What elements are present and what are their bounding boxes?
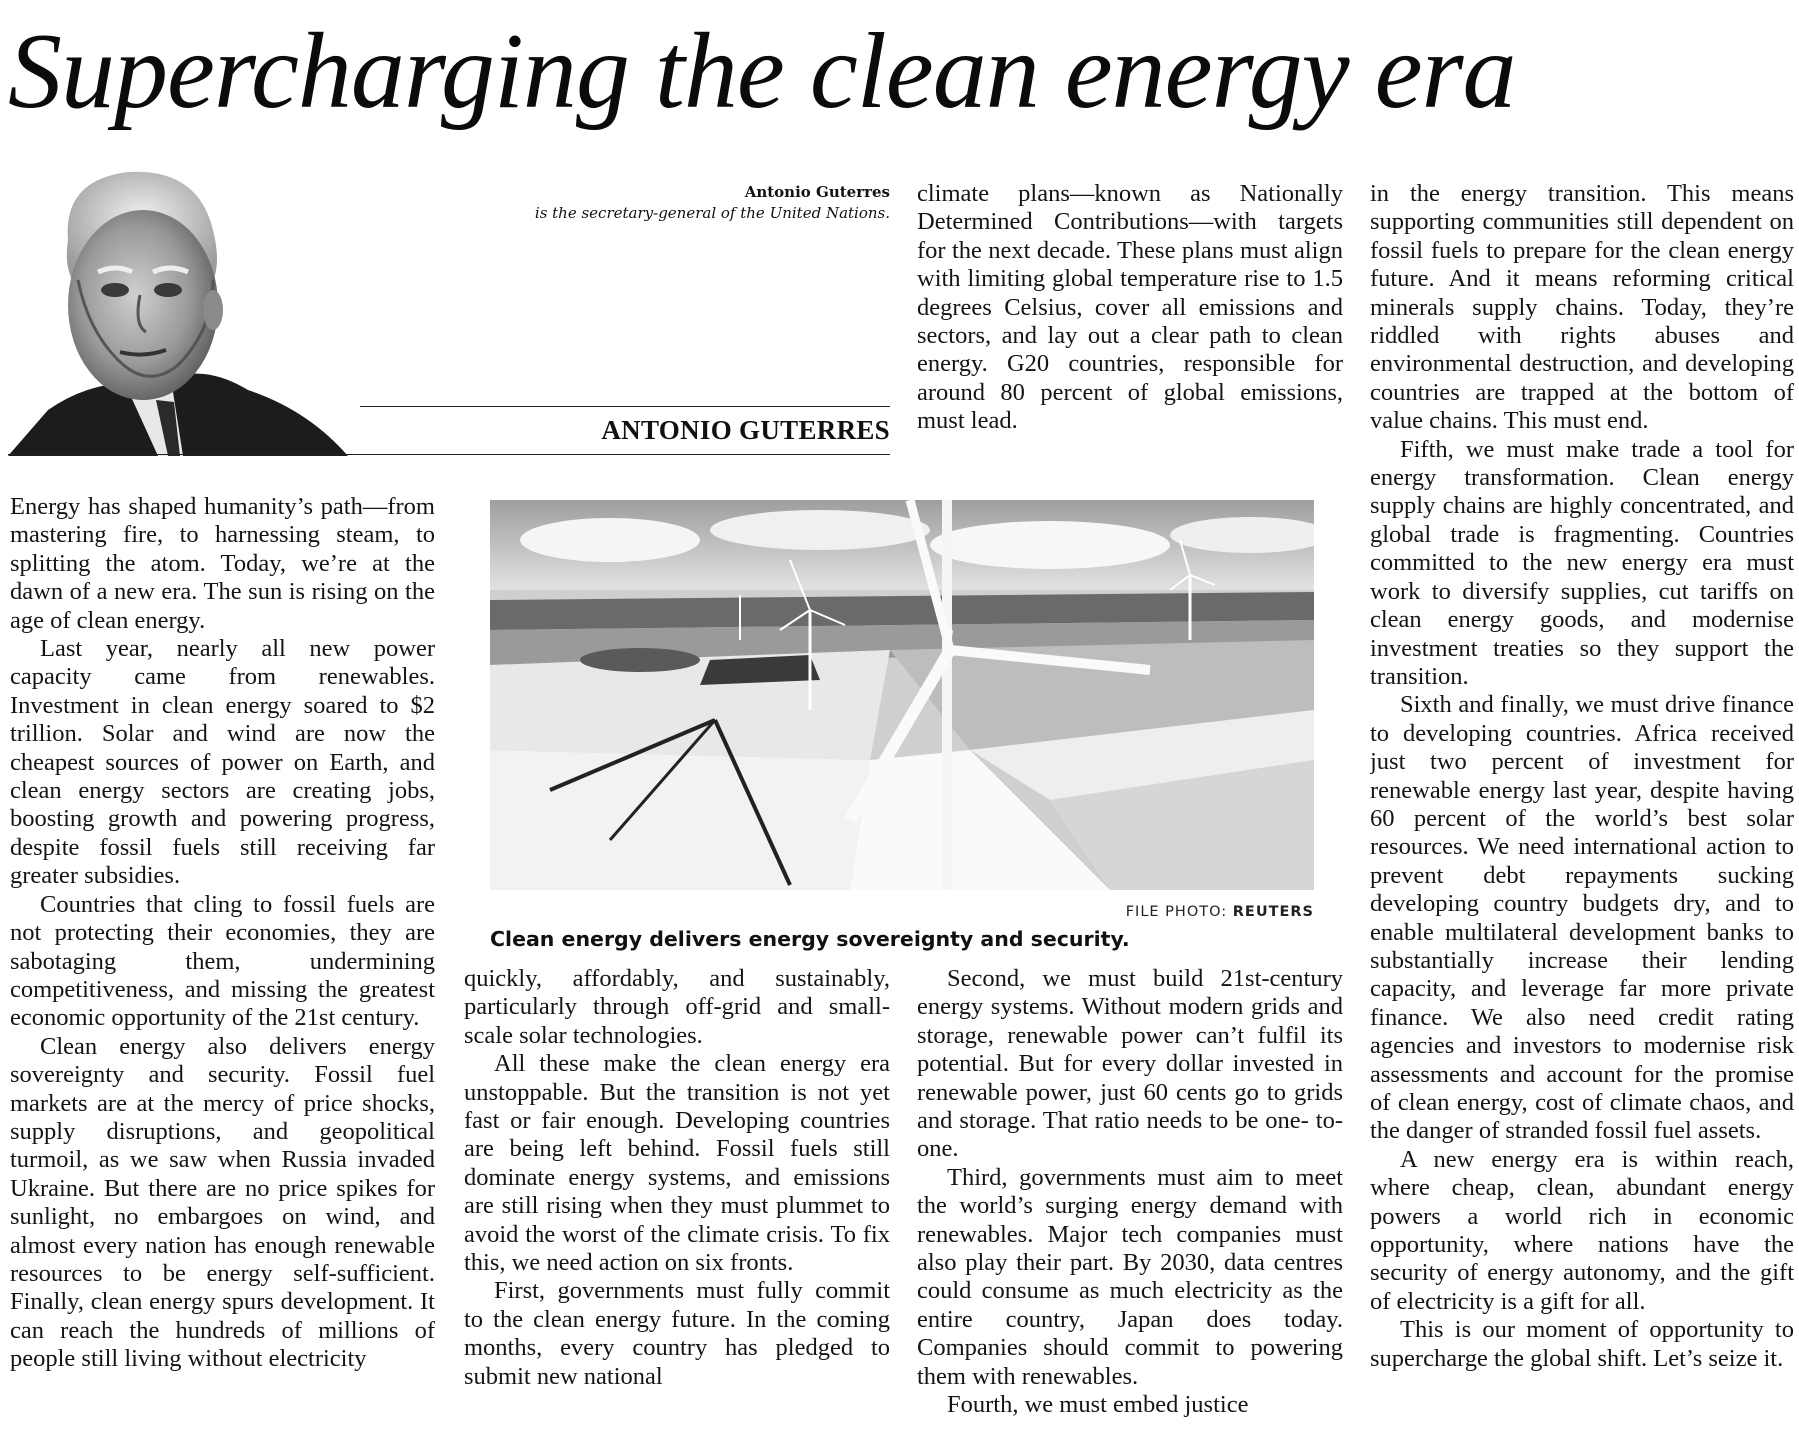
photo-credit: [900, 904, 1314, 920]
paragraph: Clean energy also delivers energy sovereignty and security. Fossil fuel markets are at the mercy of price shocks, supply disruptions, and geopolitical turmoil, as we saw when Russia invaded Ukraine. But there are no price spikes for sunlight, no embargoes on wind, and almost every nation has enough renewable resources to be energy self-sufficient. Finally, clean energy spurs development. It can reach the hundreds of millions of people still living without electricity: [10, 1032, 435, 1373]
photo-credit-prefix: FILE PHOTO:: [1125, 904, 1228, 920]
wind-turbine-photo: [490, 500, 1314, 890]
paragraph: First, governments must fully commit to the clean energy future. In the coming months, every country has pledged to submit new national: [464, 1277, 890, 1390]
author-portrait: [8, 160, 388, 456]
paragraph: Energy has shaped humanity’s path—from mastering fire, to harnessing steam, to splitting the atom. Today, we’re at the dawn of a new era. The sun is rising on the age of clean energy.: [10, 493, 435, 634]
paragraph: All these make the clean energy era unstoppable. But the transition is not yet fast or fair enough. Developing countries are being left behind. Fossil fuels still dominate energy systems, and emissions are still rising when they must plummet to avoid the worst of the climate crisis. To fix this, we need action on six fronts.: [464, 1050, 890, 1277]
paragraph: Fourth, we must embed justice: [947, 1391, 1249, 1419]
photo-caption: Clean energy delivers energy sovereignty and security.: [490, 927, 1130, 951]
paragraph: Third, governments must aim to meet the world’s surging energy demand with renewables. Major tech companies must also play their part. By 2030, data centres could consume as much electricity as the entire country, Japan does today. Companies should commit to powering them with renewables.: [917, 1163, 1343, 1390]
divider: [360, 406, 890, 407]
paragraph: in the energy transition. This means supporting communities still dependent on fossil fuels to prepare for the clean energy future. And it means reforming critical minerals supply chains. Today, they’re riddled with rights abuses and environmental destruction, and developing countries are trapped at the bottom of value chains. This must end.: [1370, 180, 1794, 435]
photo-credit-agency: REUTERS: [1232, 904, 1314, 920]
paragraph: climate plans—known as Nationally Determined Contributions—with targets for the next decade. These plans must align with limiting global temperature rise to 1.5 degrees Celsius, cover all emissions and sectors, and lay out a clear path to clean energy. G20 countries, responsible for around 80 percent of global emissions, must lead.: [917, 180, 1343, 435]
byline-name: Antonio Guterres: [744, 183, 890, 201]
article-column-3-top: [917, 180, 1343, 440]
paragraph: Fifth, we must make trade a tool for energy transformation. Clean energy supply chains are highly concentrated, and global trade is fragmenting. Countries committed to the new energy era must work to diversify supplies, cut tariffs on clean energy goods, and modernise investment treaties so they support the transition.: [1370, 435, 1794, 690]
paragraph: Second, we must build 21st-century energy systems. Without modern grids and storage, renewable power can’t fulfil its potential. But for every dollar invested in renewable power, just 60 cents go to grids and storage. That ratio needs to be one- to-one.: [917, 965, 1343, 1163]
paragraph: A new energy era is within reach, where cheap, clean, abundant energy powers a world rich in economic opportunity, where nations have the security of energy autonomy, and the gift of electricity is a gift for all.: [1370, 1145, 1794, 1315]
article-column-3: [917, 965, 1343, 1430]
paragraph: quickly, affordably, and sustainably, particularly through off-grid and small-scale solar technologies.: [464, 965, 890, 1049]
paragraph: Sixth and finally, we must drive finance to developing countries. Africa received just two percent of investment for renewable energy last year, despite having 60 percent of the world’s best solar resources. We need international action to prevent debt repayments sucking developing country budgets dry, and to enable multilateral development banks to substantially increase their lending capacity, and leverage far more private finance. We also need credit rating agencies and investors to modernise risk assessments and account for the promise of clean energy, cost of climate chaos, and the danger of stranded fossil fuel assets.: [1370, 691, 1794, 1145]
paragraph: Countries that cling to fossil fuels are not protecting their economies, they are sabotaging them, undermining competitiveness, and missing the greatest economic opportunity of the 21st century.: [10, 890, 435, 1032]
article-column-2: [464, 965, 890, 1430]
article-column-1: [10, 493, 435, 1428]
paragraph: This is our moment of opportunity to supercharge the global shift. Let’s seize it.: [1370, 1316, 1794, 1372]
byline-role: is the secretary-general of the United Nations.: [534, 204, 890, 222]
headline: Supercharging the clean energy era: [8, 12, 1516, 131]
paragraph: Last year, nearly all new power capacity came from renewables. Investment in clean energy soared to $2 trillion. Solar and wind are now the cheapest sources of power on Earth, and clean energy sectors are creating jobs, boosting growth and powering progress, despite fossil fuels still receiving far greater subsidies.: [10, 635, 435, 890]
divider: [8, 454, 890, 455]
byline: [420, 182, 890, 224]
article-column-4: [1370, 180, 1794, 1430]
author-name-label: ANTONIO GUTERRES: [601, 415, 890, 445]
